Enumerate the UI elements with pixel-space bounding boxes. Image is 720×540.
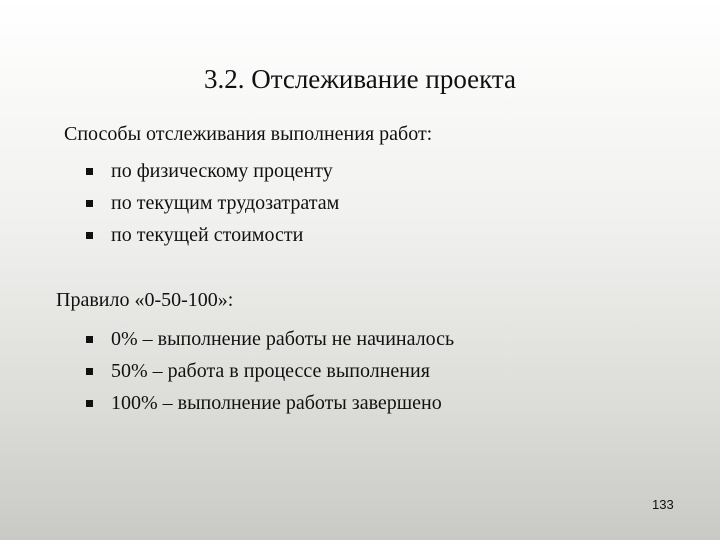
list-item-text: 100% – выполнение работы завершено	[111, 392, 442, 414]
list-item	[86, 355, 454, 387]
square-bullet-icon	[86, 400, 93, 407]
list-item	[86, 387, 454, 419]
list-item	[86, 323, 454, 355]
rule-heading: Правило «0-50-100»:	[56, 289, 234, 311]
list-item	[86, 187, 339, 219]
list-item	[86, 219, 339, 251]
square-bullet-icon	[86, 336, 93, 343]
list-item-text: по физическому проценту	[111, 160, 333, 182]
list-item-text: по текущим трудозатратам	[111, 192, 340, 214]
square-bullet-icon	[86, 368, 93, 375]
slide-title: 3.2. Отслеживание проекта	[203, 64, 517, 94]
methods-heading: Способы отслеживания выполнения работ:	[64, 123, 433, 145]
list-item-text: 0% – выполнение работы не начиналось	[111, 328, 455, 350]
list-item-text: 50% – работа в процессе выполнения	[111, 360, 430, 382]
list-item	[86, 155, 339, 187]
rule-list	[86, 323, 454, 419]
page-number: 133	[652, 497, 674, 512]
list-item-text: по текущей стоимости	[111, 224, 304, 246]
methods-list	[86, 155, 339, 251]
square-bullet-icon	[86, 200, 93, 207]
square-bullet-icon	[86, 168, 93, 175]
square-bullet-icon	[86, 232, 93, 239]
